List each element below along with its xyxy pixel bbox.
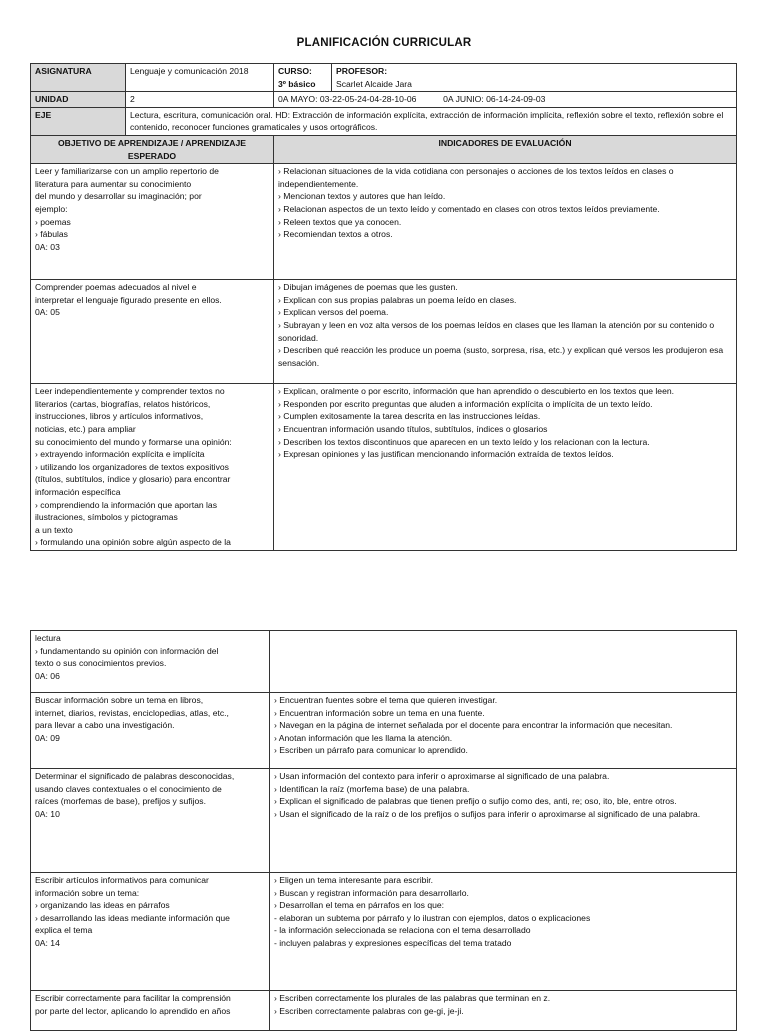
indicator-line: › Relacionan aspectos de un texto leído y comentado en clases con otros textos leídos previamente.	[278, 203, 660, 214]
objective-line: 0A: 14	[35, 937, 60, 948]
indicators-cell	[270, 693, 737, 769]
indicator-line: › Encuentran fuentes sobre el tema que quieren investigar.	[274, 695, 498, 705]
objective-line: Comprender poemas adecuados al nivel e	[35, 282, 197, 293]
objective-line: › fábulas	[35, 229, 68, 240]
objective-line: Escribir artículos informativos para comunicar	[35, 875, 209, 885]
indicator-line: › Explican el significado de palabras que tienen prefijo o sufijo como des, anti, re; oso, ito, ble, entre otros.	[274, 796, 677, 807]
indicator-line: › Eligen un tema interesante para escribir.	[274, 875, 434, 885]
indicator-line: › Identifican la raíz (morfema base) de una palabra.	[274, 783, 470, 794]
unidad-value: 2	[126, 92, 274, 108]
indicators-cell	[270, 631, 737, 693]
objective-line: Leer independientemente y comprender textos no	[35, 386, 225, 397]
objective-line: › utilizando los organizadores de textos expositivos	[35, 461, 229, 472]
objective-line: noticias, etc.) para ampliar	[35, 423, 136, 434]
table-row	[31, 873, 737, 991]
asignatura-value: Lenguaje y comunicación 2018	[126, 64, 274, 92]
indicator-line: › Cumplen exitosamente la tarea descrita en las instrucciones leídas.	[278, 411, 541, 422]
indicator-line: › Explican versos del poema.	[278, 307, 389, 318]
profesor-value: Scarlet Alcaide Jara	[336, 78, 412, 89]
objective-line: por parte del lector, aplicando lo aprendido en años	[35, 1005, 231, 1016]
objective-line: 0A: 03	[35, 241, 60, 252]
indicators-cell	[274, 384, 737, 551]
unidad-label: UNIDAD	[31, 92, 126, 108]
objective-line: literarios (cartas, biografías, relatos históricos,	[35, 398, 211, 409]
page-title: PLANIFICACIÓN CURRICULAR	[296, 37, 472, 49]
indicator-line: › Describen los textos discontinuos que aparecen en un texto leído y los relacionan con la lectura.	[278, 436, 650, 447]
objective-line: › desarrollando las ideas mediante información que	[35, 912, 230, 923]
indicator-line: › Escriben un párrafo para comunicar lo aprendido.	[274, 745, 468, 756]
objective-line: a un texto	[35, 524, 73, 535]
objective-line: › extrayendo información explícita e implícita	[35, 449, 205, 460]
objective-line: 0A: 05	[35, 307, 60, 318]
indicator-line: › Escriben correctamente los plurales de las palabras que terminan en z.	[274, 993, 551, 1003]
objective-cell	[31, 280, 274, 384]
table-row	[31, 164, 737, 280]
indicator-line: › Anotan información que les llama la atención.	[274, 732, 453, 743]
indicator-line: › Encuentran información sobre un tema en una fuente.	[274, 707, 485, 718]
objective-line: 0A: 10	[35, 808, 60, 819]
objective-line: información sobre un tema:	[35, 887, 140, 898]
indicator-line: - la información seleccionada se relaciona con el tema desarrollado	[274, 925, 531, 936]
indicators-cell	[270, 769, 737, 873]
objective-line: interpretar el lenguaje figurado presente en ellos.	[35, 294, 222, 305]
objective-line: internet, diarios, revistas, enciclopedias, atlas, etc.,	[35, 707, 229, 718]
oa-cell	[274, 92, 737, 108]
indicators-cell	[274, 164, 737, 280]
objective-line: (títulos, subtítulos, índice y glosario) para encontrar	[35, 474, 231, 485]
indicator-line: › Navegan en la página de internet señalada por el docente para encontrar la información que necesitan.	[274, 720, 673, 731]
curso-cell	[274, 64, 332, 92]
indicator-line: › Describen qué reacción les produce un poema (susto, sorpresa, risa, etc.) y explican qué versos les produjeron esa sensación.	[278, 345, 726, 368]
objective-cell	[31, 384, 274, 551]
oa-junio: 0A JUNIO: 06-14-24-09-03	[443, 94, 546, 105]
objective-line: instrucciones, libros y artículos informativos,	[35, 411, 204, 422]
objective-line: ejemplo:	[35, 203, 68, 214]
indicator-line: › Buscan y registran información para desarrollarlo.	[274, 887, 469, 898]
objective-column-header: OBJETIVO DE APRENDIZAJE / APRENDIZAJE ESPERADO	[31, 135, 274, 163]
indicator-line: › Encuentran información usando títulos, subtítulos, índices o glosarios	[278, 423, 548, 434]
eje-row	[31, 107, 737, 135]
planning-table-page-1	[30, 63, 737, 551]
page-break	[0, 556, 768, 630]
objective-line: explica el tema	[35, 925, 93, 936]
objective-line: para llevar a cabo una investigación.	[35, 720, 175, 731]
table-row	[31, 631, 737, 693]
indicators-cell	[274, 280, 737, 384]
indicator-line: › Escriben correctamente palabras con ge-gi, je-ji.	[274, 1005, 464, 1016]
indicator-line: › Mencionan textos y autores que han leído.	[278, 191, 446, 202]
indicator-line: › Usan el significado de la raíz o de los prefijos o sufijos para inferir o aproximarse al significado de una palabra.	[274, 808, 701, 819]
indicators-cell	[270, 873, 737, 991]
objective-cell	[31, 631, 270, 693]
objective-line: Buscar información sobre un tema en libros,	[35, 695, 204, 705]
indicators-cell	[270, 991, 737, 1031]
objective-cell	[31, 164, 274, 280]
indicator-line: › Usan información del contexto para inferir o aproximarse al significado de una palabra.	[274, 771, 610, 781]
curso-value: 3º básico	[278, 78, 316, 89]
objective-line: su conocimiento del mundo y formarse una opinión:	[35, 436, 232, 447]
indicator-line: › Recomiendan textos a otros.	[278, 229, 393, 240]
objective-cell	[31, 991, 270, 1031]
unidad-row	[31, 92, 737, 108]
objective-cell	[31, 693, 270, 769]
profesor-label: PROFESOR:	[336, 66, 388, 76]
indicator-line: › Subrayan y leen en voz alta versos de los poemas leídos en clases que les llaman la atención por su contenido o sonoridad.	[278, 319, 717, 343]
column-header-row	[31, 135, 737, 163]
objective-line: usando claves contextuales o el conocimiento de	[35, 783, 222, 794]
indicator-line: › Explican, oralmente o por escrito, información que han aprendido o descubierto en los textos que leen.	[278, 386, 675, 397]
objective-line: 0A: 06	[35, 670, 60, 681]
curso-label: CURSO:	[278, 66, 312, 76]
objective-line: raíces (morfemas de base), prefijos y sufijos.	[35, 796, 206, 807]
asignatura-row	[31, 64, 737, 92]
indicators-column-header: INDICADORES DE EVALUACIÓN	[274, 135, 737, 163]
eje-label: EJE	[31, 107, 126, 135]
indicator-line: › Dibujan imágenes de poemas que les gusten.	[278, 282, 458, 293]
objective-line: ilustraciones, símbolos y pictogramas	[35, 512, 178, 523]
objective-cell	[31, 769, 270, 873]
indicator-line: › Responden por escrito preguntas que aluden a información explícita o implícita de un texto leído.	[278, 398, 653, 409]
objective-line: › organizando las ideas en párrafos	[35, 900, 170, 911]
indicator-line: › Explican con sus propias palabras un poema leído en clases.	[278, 294, 517, 305]
table-row	[31, 384, 737, 551]
objective-line: lectura	[35, 633, 61, 643]
planning-table-page-2	[30, 630, 737, 1031]
objective-line: literatura para aumentar su conocimiento	[35, 178, 192, 189]
objective-cell	[31, 873, 270, 991]
indicator-line: › Expresan opiniones y las justifican mencionando información extraída de textos leídos.	[278, 449, 614, 460]
indicator-line: › Releen textos que ya conocen.	[278, 216, 402, 227]
table-row	[31, 991, 737, 1031]
objective-line: Leer y familiarizarse con un amplio repertorio de	[35, 166, 219, 177]
indicator-line: › Desarrollan el tema en párrafos en los que:	[274, 900, 445, 911]
objective-line: Determinar el significado de palabras desconocidas,	[35, 771, 235, 781]
table-row	[31, 769, 737, 873]
indicator-line: › Relacionan situaciones de la vida cotidiana con personajes o acciones de los textos leídos en clases o independientemente.	[278, 166, 676, 189]
objective-line: texto o sus conocimientos previos.	[35, 658, 167, 669]
table-row	[31, 280, 737, 384]
objective-line: Escribir correctamente para facilitar la comprensión	[35, 993, 231, 1003]
objective-line: › formulando una opinión sobre algún aspecto de la	[35, 537, 231, 548]
eje-value: Lectura, escritura, comunicación oral. HD: Extracción de información explícita, extracción de información implícita, reflexión sobre el texto, reflexión sobre el contenido, reconocer funciones gramaticales y usos ortográficos.	[126, 107, 737, 135]
indicator-line: - incluyen palabras y expresiones específicas del tema tratado	[274, 937, 512, 948]
objective-line: › fundamentando su opinión con información del	[35, 645, 219, 656]
asignatura-label: ASIGNATURA	[31, 64, 126, 92]
objective-line: › poemas	[35, 216, 71, 227]
table-row	[31, 693, 737, 769]
profesor-cell	[332, 64, 737, 92]
indicator-line: - elaboran un subtema por párrafo y lo ilustran con ejemplos, datos o explicaciones	[274, 912, 591, 923]
objective-line: información específica	[35, 486, 121, 497]
oa-mayo: 0A MAYO: 03-22-05-24-04-28-10-06	[278, 94, 417, 105]
objective-line: › comprendiendo la información que aportan las	[35, 499, 218, 510]
objective-line: del mundo y desarrollar su imaginación; por	[35, 191, 202, 202]
objective-line: 0A: 09	[35, 732, 60, 743]
